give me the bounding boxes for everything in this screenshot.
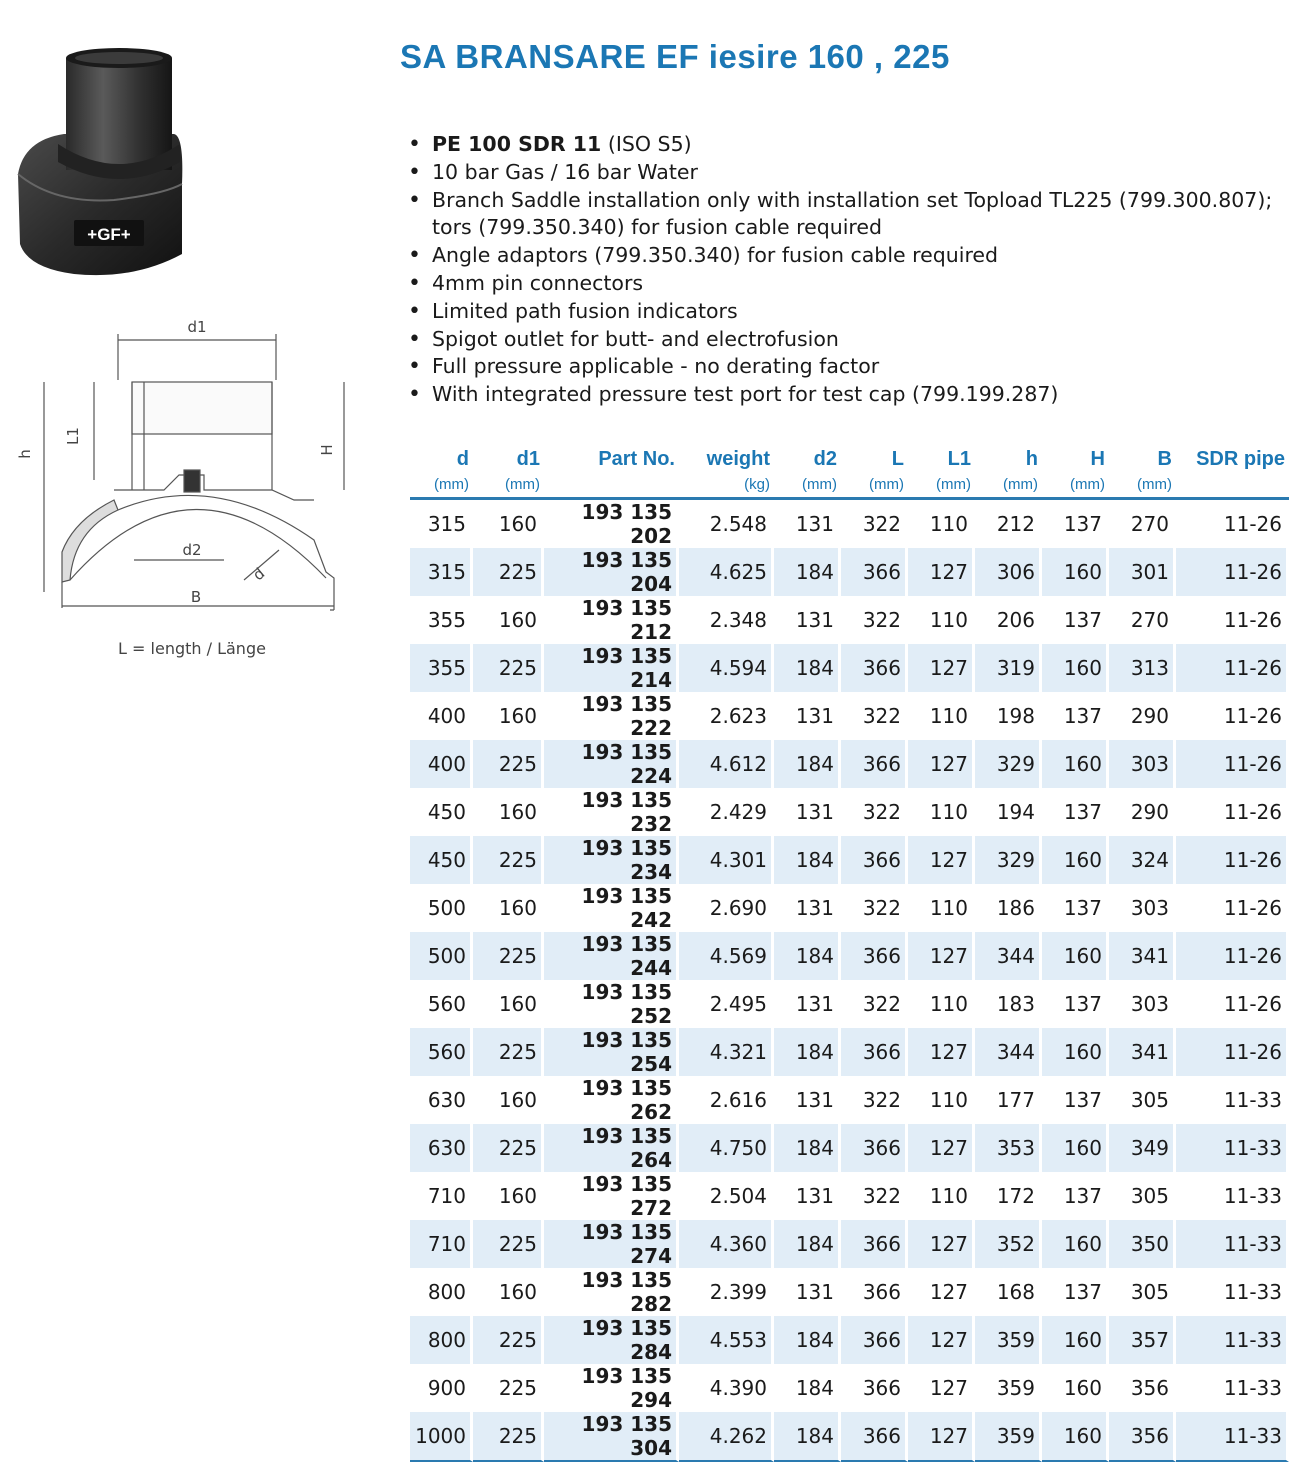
table-cell: 359 (975, 1316, 1042, 1364)
part-number-cell: 193 135 212 (544, 596, 679, 644)
part-number-cell: 193 135 214 (544, 644, 679, 692)
table-cell: 357 (1109, 1316, 1176, 1364)
column-unit (544, 471, 679, 500)
table-cell: 4.390 (679, 1364, 774, 1412)
table-cell: 2.399 (679, 1268, 774, 1316)
table-cell: 137 (1042, 788, 1109, 836)
table-cell: 355 (410, 596, 473, 644)
table-cell: 366 (841, 1028, 908, 1076)
table-cell: 137 (1042, 980, 1109, 1028)
table-cell: 4.360 (679, 1220, 774, 1268)
table-cell: 400 (410, 740, 473, 788)
label-d1: d1 (187, 318, 207, 336)
table-cell: 11-33 (1176, 1172, 1289, 1220)
column-unit: (mm) (473, 471, 544, 500)
page-title: SA BRANSARE EF iesire 160 , 225 (400, 38, 950, 75)
table-cell: 160 (1042, 932, 1109, 980)
table-cell: 359 (975, 1412, 1042, 1462)
table-cell: 160 (473, 692, 544, 740)
table-cell: 366 (841, 1124, 908, 1172)
table-cell: 184 (774, 1220, 841, 1268)
table-cell: 168 (975, 1268, 1042, 1316)
table-cell: 11-26 (1176, 644, 1289, 692)
table-body (410, 500, 1289, 1462)
column-header: h (1025, 448, 1038, 470)
table-cell: 160 (1042, 740, 1109, 788)
table-cell: 131 (774, 884, 841, 932)
table-cell: 4.569 (679, 932, 774, 980)
table-cell: 305 (1109, 1268, 1176, 1316)
table-cell: 710 (410, 1220, 473, 1268)
table-cell: 450 (410, 836, 473, 884)
column-unit: (mm) (908, 471, 975, 500)
table-cell: 110 (908, 596, 975, 644)
column-header: H (1090, 448, 1105, 470)
table-cell: 131 (774, 596, 841, 644)
feature-item (406, 131, 1311, 159)
table-cell: 2.504 (679, 1172, 774, 1220)
table-cell: 359 (975, 1364, 1042, 1412)
label-h: h (16, 449, 34, 459)
column-header: Part No. (598, 448, 675, 470)
table-cell: 160 (1042, 836, 1109, 884)
table-cell: 4.750 (679, 1124, 774, 1172)
part-number-cell: 193 135 234 (544, 836, 679, 884)
table-cell: 4.553 (679, 1316, 774, 1364)
table-cell: 349 (1109, 1124, 1176, 1172)
table-row (410, 1028, 1289, 1076)
table-cell: 131 (774, 788, 841, 836)
table-cell: 160 (473, 596, 544, 644)
feature-list (406, 131, 1311, 409)
table-cell: 110 (908, 1172, 975, 1220)
part-number-cell: 193 135 222 (544, 692, 679, 740)
label-d2: d2 (182, 541, 202, 559)
part-number-cell: 193 135 252 (544, 980, 679, 1028)
table-cell: 131 (774, 1076, 841, 1124)
part-number-cell: 193 135 204 (544, 548, 679, 596)
table-cell: 186 (975, 884, 1042, 932)
table-cell: 137 (1042, 596, 1109, 644)
column-unit: (mm) (1109, 471, 1176, 500)
part-number-cell: 193 135 254 (544, 1028, 679, 1076)
feature-item: • Limited path fusion indicators (406, 298, 1311, 326)
table-cell: 131 (774, 692, 841, 740)
part-number-cell: 193 135 272 (544, 1172, 679, 1220)
table-cell: 127 (908, 1220, 975, 1268)
table-cell: 160 (473, 500, 544, 548)
label-L1: L1 (64, 427, 82, 445)
table-cell: 366 (841, 1364, 908, 1412)
table-cell: 305 (1109, 1076, 1176, 1124)
table-cell: 160 (1042, 1220, 1109, 1268)
table-cell: 160 (1042, 1316, 1109, 1364)
table-cell: 160 (1042, 548, 1109, 596)
table-cell: 11-33 (1176, 1268, 1289, 1316)
table-cell: 160 (473, 884, 544, 932)
table-cell: 500 (410, 932, 473, 980)
column-header: B (1157, 448, 1172, 470)
table-cell: 225 (473, 1364, 544, 1412)
table-cell: 11-33 (1176, 1220, 1289, 1268)
table-cell: 4.262 (679, 1412, 774, 1462)
table-cell: 160 (473, 1268, 544, 1316)
table-cell: 2.348 (679, 596, 774, 644)
label-H: H (318, 444, 336, 456)
table-cell: 127 (908, 1316, 975, 1364)
table-cell: 800 (410, 1316, 473, 1364)
table-cell: 630 (410, 1076, 473, 1124)
table-cell: 184 (774, 740, 841, 788)
table-cell: 225 (473, 548, 544, 596)
table-cell: 183 (975, 980, 1042, 1028)
table-cell: 366 (841, 1268, 908, 1316)
table-row (410, 980, 1289, 1028)
table-cell: 4.612 (679, 740, 774, 788)
table-cell: 160 (1042, 1364, 1109, 1412)
header-row (410, 441, 1289, 471)
drawing-caption: L = length / Länge (118, 639, 266, 658)
table-row (410, 500, 1289, 548)
table-cell: 198 (975, 692, 1042, 740)
table-row (410, 1412, 1289, 1462)
table-cell: 131 (774, 1172, 841, 1220)
table-cell: 313 (1109, 644, 1176, 692)
table-cell: 800 (410, 1268, 473, 1316)
table-cell: 184 (774, 1028, 841, 1076)
part-number-cell: 193 135 242 (544, 884, 679, 932)
table-cell: 329 (975, 836, 1042, 884)
table-cell: 110 (908, 884, 975, 932)
feature-item: • 10 bar Gas / 16 bar Water (406, 159, 1311, 187)
table-cell: 2.495 (679, 980, 774, 1028)
column-unit: (mm) (975, 471, 1042, 500)
column-unit: (mm) (841, 471, 908, 500)
table-cell: 11-26 (1176, 932, 1289, 980)
table-cell: 4.321 (679, 1028, 774, 1076)
table-cell: 322 (841, 1076, 908, 1124)
table-cell: 225 (473, 932, 544, 980)
table-cell: 131 (774, 980, 841, 1028)
table-cell: 560 (410, 1028, 473, 1076)
table-cell: 322 (841, 692, 908, 740)
product-photo (14, 44, 254, 284)
table-cell: 225 (473, 1316, 544, 1364)
table-cell: 2.429 (679, 788, 774, 836)
table-cell: 127 (908, 740, 975, 788)
column-unit: (kg) (679, 471, 774, 500)
table-cell: 11-26 (1176, 788, 1289, 836)
table-cell: 137 (1042, 1172, 1109, 1220)
table-cell: 270 (1109, 500, 1176, 548)
table-cell: 160 (473, 1076, 544, 1124)
table-cell: 344 (975, 932, 1042, 980)
table-cell: 319 (975, 644, 1042, 692)
table-row (410, 644, 1289, 692)
table-cell: 366 (841, 1412, 908, 1462)
table-cell: 110 (908, 1076, 975, 1124)
table-cell: 131 (774, 1268, 841, 1316)
table-cell: 500 (410, 884, 473, 932)
table-cell: 366 (841, 932, 908, 980)
column-unit (1176, 471, 1289, 500)
table-cell: 710 (410, 1172, 473, 1220)
table-cell: 329 (975, 740, 1042, 788)
part-number-cell: 193 135 262 (544, 1076, 679, 1124)
table-row (410, 1124, 1289, 1172)
label-B: B (190, 588, 202, 606)
table-cell: 110 (908, 980, 975, 1028)
table-cell: 366 (841, 740, 908, 788)
table-cell: 11-33 (1176, 1124, 1289, 1172)
table-cell: 184 (774, 644, 841, 692)
part-number-cell: 193 135 304 (544, 1412, 679, 1462)
table-cell: 341 (1109, 932, 1176, 980)
table-cell: 225 (473, 1028, 544, 1076)
table-cell: 160 (473, 788, 544, 836)
table-cell: 560 (410, 980, 473, 1028)
table-cell: 225 (473, 1412, 544, 1462)
column-header: d1 (516, 448, 540, 470)
table-cell: 127 (908, 932, 975, 980)
table-cell: 322 (841, 980, 908, 1028)
part-number-cell: 193 135 264 (544, 1124, 679, 1172)
table-cell: 184 (774, 1412, 841, 1462)
table-cell: 160 (1042, 644, 1109, 692)
table-cell: 184 (774, 1364, 841, 1412)
column-unit: (mm) (1042, 471, 1109, 500)
table-row (410, 692, 1289, 740)
part-number-cell: 193 135 244 (544, 932, 679, 980)
part-number-cell: 193 135 294 (544, 1364, 679, 1412)
table-cell: 366 (841, 548, 908, 596)
part-number-cell: 193 135 232 (544, 788, 679, 836)
table-cell: 4.625 (679, 548, 774, 596)
table-cell: 630 (410, 1124, 473, 1172)
table-cell: 352 (975, 1220, 1042, 1268)
table-cell: 1000 (410, 1412, 473, 1462)
table-cell: 322 (841, 788, 908, 836)
table-cell: 127 (908, 1268, 975, 1316)
table-cell: 322 (841, 1172, 908, 1220)
part-number-cell: 193 135 224 (544, 740, 679, 788)
units-row (410, 471, 1289, 500)
table-row (410, 548, 1289, 596)
table-cell: 270 (1109, 596, 1176, 644)
feature-item: • 4mm pin connectors (406, 270, 1311, 298)
table-cell: 353 (975, 1124, 1042, 1172)
table-row (410, 884, 1289, 932)
table-cell: 303 (1109, 740, 1176, 788)
table-cell: 110 (908, 788, 975, 836)
table-cell: 160 (473, 980, 544, 1028)
table-cell: 324 (1109, 836, 1176, 884)
table-row (410, 1172, 1289, 1220)
table-cell: 137 (1042, 500, 1109, 548)
table-cell: 11-26 (1176, 740, 1289, 788)
table-row (410, 1364, 1289, 1412)
table-cell: 341 (1109, 1028, 1176, 1076)
table-cell: 225 (473, 836, 544, 884)
table-row (410, 836, 1289, 884)
table-cell: 184 (774, 932, 841, 980)
table-cell: 127 (908, 1124, 975, 1172)
table-cell: 290 (1109, 692, 1176, 740)
column-header: L1 (947, 448, 971, 470)
table-cell: 212 (975, 500, 1042, 548)
part-number-cell: 193 135 282 (544, 1268, 679, 1316)
table-cell: 127 (908, 1028, 975, 1076)
table-cell: 110 (908, 692, 975, 740)
feature-item: • Angle adaptors (799.350.340) for fusion cable required (406, 242, 1311, 270)
feature-item: • Full pressure applicable - no derating factor (406, 353, 1311, 381)
part-number-cell: 193 135 284 (544, 1316, 679, 1364)
column-unit: (mm) (774, 471, 841, 500)
table-row (410, 932, 1289, 980)
gf-logo: +GF+ (87, 225, 131, 244)
feature-text: (ISO S5) (601, 132, 692, 156)
part-number-cell: 193 135 202 (544, 500, 679, 548)
table-cell: 184 (774, 548, 841, 596)
table-cell: 127 (908, 836, 975, 884)
table-cell: 160 (473, 1172, 544, 1220)
table-cell: 303 (1109, 980, 1176, 1028)
feature-item-continued: tors (799.350.340) for fusion cable required (432, 215, 883, 240)
table-cell: 137 (1042, 1076, 1109, 1124)
table-cell: 184 (774, 1124, 841, 1172)
feature-bold: PE 100 SDR 11 (432, 132, 602, 156)
table-cell: 127 (908, 1412, 975, 1462)
column-header: d2 (813, 448, 837, 470)
table-cell: 194 (975, 788, 1042, 836)
table-cell: 322 (841, 596, 908, 644)
table-cell: 450 (410, 788, 473, 836)
table-cell: 225 (473, 644, 544, 692)
column-header: SDR pipe (1196, 448, 1285, 470)
table-cell: 11-26 (1176, 692, 1289, 740)
table-cell: 137 (1042, 1268, 1109, 1316)
table-cell: 356 (1109, 1364, 1176, 1412)
table-cell: 322 (841, 884, 908, 932)
table-cell: 315 (410, 548, 473, 596)
table-cell: 225 (473, 1220, 544, 1268)
column-header: weight (706, 448, 770, 470)
table-cell: 127 (908, 548, 975, 596)
column-unit: (mm) (410, 471, 473, 500)
table-cell: 2.690 (679, 884, 774, 932)
table-row (410, 1220, 1289, 1268)
table-cell: 225 (473, 740, 544, 788)
table-cell: 305 (1109, 1172, 1176, 1220)
table-row (410, 1268, 1289, 1316)
table-cell: 290 (1109, 788, 1176, 836)
table-cell: 306 (975, 548, 1042, 596)
table-cell: 301 (1109, 548, 1176, 596)
label-d: d (249, 564, 269, 585)
table-cell: 172 (975, 1172, 1042, 1220)
feature-item: • Spigot outlet for butt- and electrofusion (406, 326, 1311, 354)
table-cell: 4.594 (679, 644, 774, 692)
specification-table (410, 441, 1289, 1462)
table-cell: 177 (975, 1076, 1042, 1124)
table-cell: 322 (841, 500, 908, 548)
table-cell: 184 (774, 1316, 841, 1364)
table-cell: 11-33 (1176, 1076, 1289, 1124)
table-row (410, 788, 1289, 836)
table-cell: 366 (841, 1316, 908, 1364)
table-cell: 160 (1042, 1412, 1109, 1462)
table-cell: 2.548 (679, 500, 774, 548)
table-cell: 11-26 (1176, 836, 1289, 884)
table-cell: 315 (410, 500, 473, 548)
column-header: d (456, 448, 469, 470)
table-cell: 225 (473, 1124, 544, 1172)
table-cell: 11-33 (1176, 1316, 1289, 1364)
table-row (410, 1076, 1289, 1124)
table-cell: 350 (1109, 1220, 1176, 1268)
table-cell: 137 (1042, 692, 1109, 740)
table-cell: 11-26 (1176, 500, 1289, 548)
table-cell: 110 (908, 500, 975, 548)
table-cell: 11-26 (1176, 884, 1289, 932)
table-cell: 131 (774, 500, 841, 548)
table-cell: 127 (908, 1364, 975, 1412)
feature-item: • With integrated pressure test port for test cap (799.199.287) (406, 381, 1311, 409)
table-cell: 160 (1042, 1124, 1109, 1172)
table-cell: 11-26 (1176, 980, 1289, 1028)
table-row (410, 740, 1289, 788)
table-cell: 900 (410, 1364, 473, 1412)
table-cell: 366 (841, 644, 908, 692)
table-cell: 366 (841, 836, 908, 884)
column-header: L (891, 448, 904, 470)
table-cell: 11-33 (1176, 1364, 1289, 1412)
table-cell: 11-33 (1176, 1412, 1289, 1462)
table-cell: 366 (841, 1220, 908, 1268)
table-cell: 4.301 (679, 836, 774, 884)
table-cell: 137 (1042, 884, 1109, 932)
table-cell: 344 (975, 1028, 1042, 1076)
table-cell: 303 (1109, 884, 1176, 932)
table-cell: 2.616 (679, 1076, 774, 1124)
table-cell: 160 (1042, 1028, 1109, 1076)
table-cell: 11-26 (1176, 596, 1289, 644)
feature-item: • Branch Saddle installation only with installation set Topload TL225 (799.300.807); (406, 187, 1311, 215)
table-cell: 355 (410, 644, 473, 692)
table-cell: 127 (908, 644, 975, 692)
technical-drawing (14, 310, 359, 670)
table-cell: 184 (774, 836, 841, 884)
table-row (410, 1316, 1289, 1364)
table-cell: 206 (975, 596, 1042, 644)
table-cell: 2.623 (679, 692, 774, 740)
part-number-cell: 193 135 274 (544, 1220, 679, 1268)
table-cell: 400 (410, 692, 473, 740)
table-cell: 11-26 (1176, 1028, 1289, 1076)
table-cell: 356 (1109, 1412, 1176, 1462)
table-row (410, 596, 1289, 644)
table-cell: 11-26 (1176, 548, 1289, 596)
